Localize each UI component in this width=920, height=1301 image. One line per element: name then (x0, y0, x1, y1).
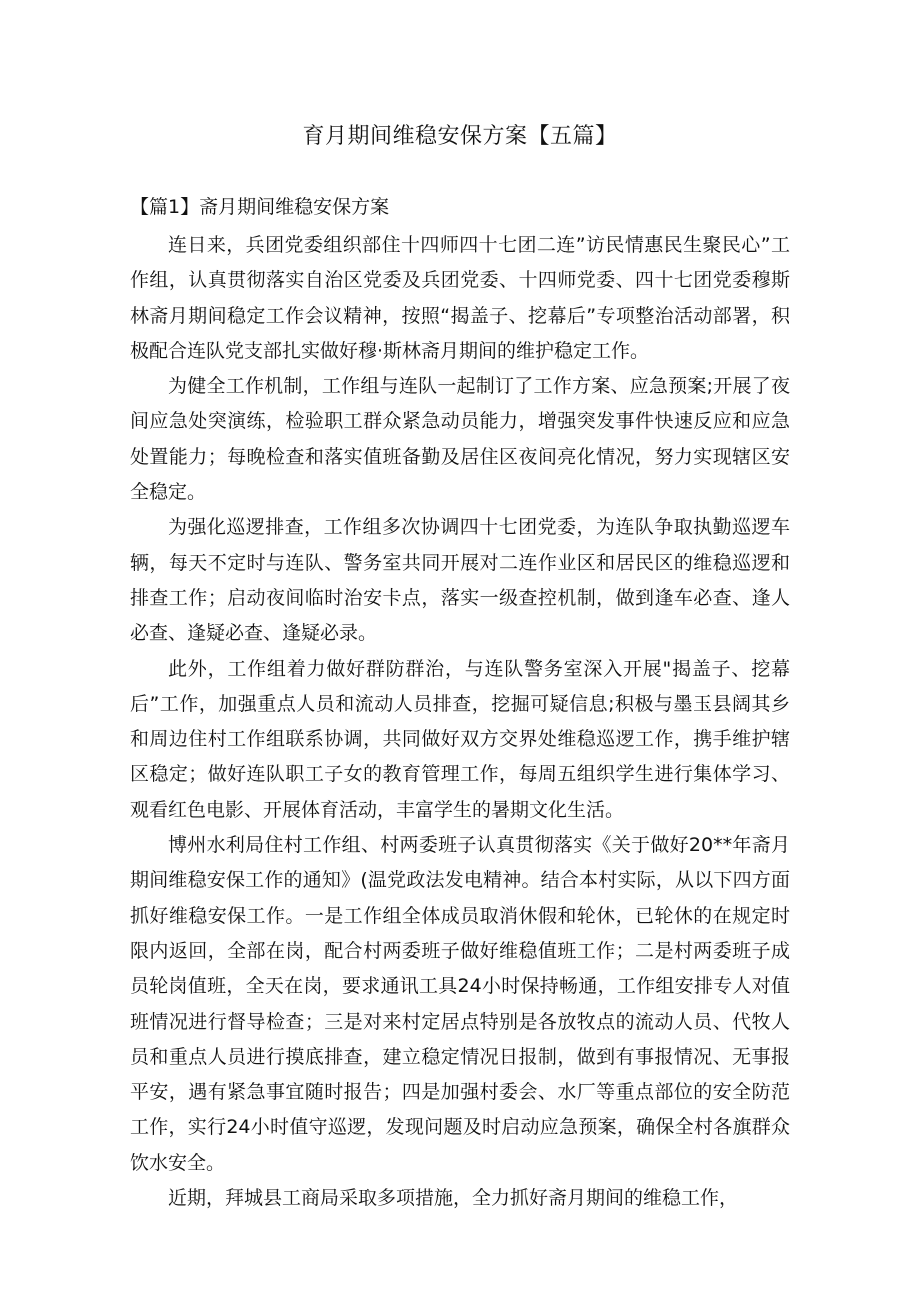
paragraph: 近期，拜城县工商局采取多项措施，全力抓好斋月期间的维稳工作， (168, 1187, 739, 1210)
paragraph: 博州水利局住村工作组、村两委班子认真贯彻落实《关于做好20**年斋月期间维稳安保工作的通知》(温党政法发电精神。结合本村实际，从以下四方面抓好维稳安保工作。一是工作组全体成员取消休假和轮休，已轮休的在规定时限内返回，全部在岗，配合村两委班子做好维稳值班工作；二是村两委班子成员轮岗值班，全天在岗，要求通讯工具24小时保持畅通，工作组安排专人对值班情况进行督导检查；三是对来村定居点特别是各放牧点的流动人员、代牧人员和重点人员进行摸底排查，建立稳定情况日报制，做到有事报情况、无事报平安，遇有紧急事宜随时报告；四是加强村委会、水厂等重点部位的安全防范工作，实行24小时值守巡逻，发现问题及时启动应急预案，确保全村各旗群众饮水安全。 (130, 834, 790, 1174)
document-title: 育月期间维稳安保方案【五篇】 (302, 124, 618, 149)
section-heading: 【篇1】斋月期间维稳安保方案 (130, 196, 390, 218)
paragraph: 连日来，兵团党委组织部住十四师四十七团二连”访民情惠民生聚民心”工作组，认真贯彻落实自治区党委及兵团党委、十四师党委、四十七团党委穆斯林斋月期间稳定工作会议精神，按照“揭盖子、挖幕后”专项整治活动部署，积极配合连队党支部扎实做好穆·斯林斋月期间的维护稳定工作。 (130, 234, 790, 362)
paragraph: 为健全工作机制，工作组与连队一起制订了工作方案、应急预案;开展了夜间应急处突演练，检验职工群众紧急动员能力，增强突发事件快速反应和应急处置能力；每晚检查和落实值班备勤及居住区夜间亮化情况，努力实现辖区安全稳定。 (130, 375, 790, 504)
document-body (130, 228, 790, 1216)
paragraph: 为强化巡逻排查，工作组多次协调四十七团党委，为连队争取执勤巡逻车辆，每天不定时与连队、警务室共同开展对二连作业区和居民区的维稳巡逻和排查工作；启动夜间临时治安卡点，落实一级查控机制，做到逢车必查、逢人必查、逢疑必查、逢疑必录。 (130, 516, 790, 645)
paragraph: 此外，工作组着力做好群防群治，与连队警务室深入开展"揭盖子、挖幕后”工作，加强重点人员和流动人员排查，挖掘可疑信息;积极与墨玉县阔其乡和周边住村工作组联系协调，共同做好双方交界处维稳巡逻工作，携手维护辖区稳定；做好连队职工子女的教育管理工作，每周五组织学生进行集体学习、观看红色电影、开展体育活动，丰富学生的暑期文化生活。 (130, 657, 790, 821)
